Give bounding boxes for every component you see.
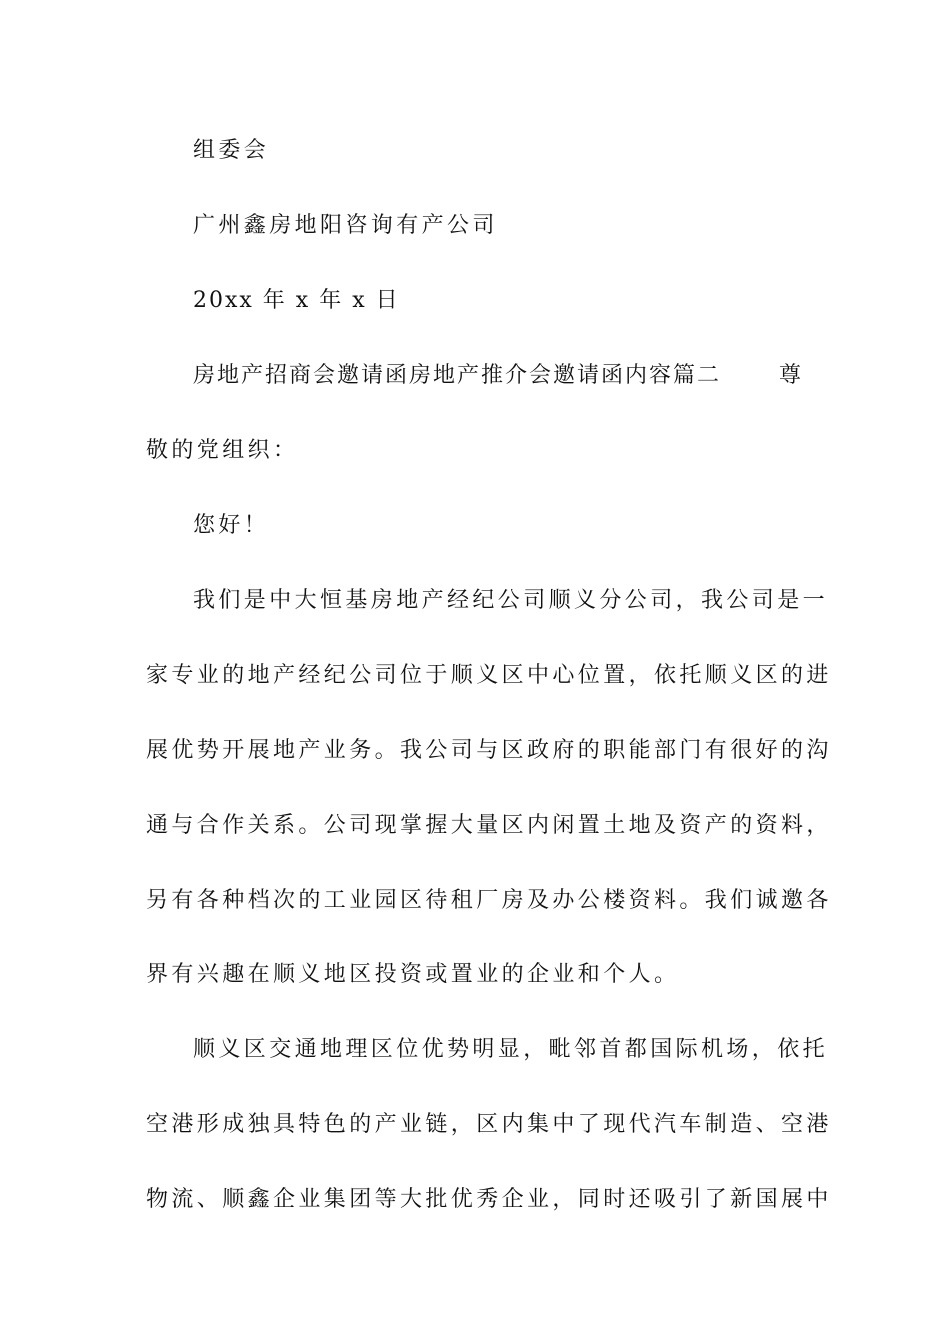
organizer-committee: 组委会 <box>193 138 270 163</box>
paragraph-line: 空港形成独具特色的产业链，区内集中了现代汽车制造、空港 <box>146 1112 832 1137</box>
paragraph-line: 我们是中大恒基房地产经纪公司顺义分公司，我公司是一 <box>193 588 829 613</box>
greeting: 您好！ <box>193 513 270 538</box>
paragraph-line: 展优势开展地产业务。我公司与区政府的职能部门有很好的沟 <box>146 738 832 763</box>
paragraph-line: 界有兴趣在顺义地区投资或置业的企业和个人。 <box>146 962 680 987</box>
paragraph-line: 通与合作关系。公司现掌握大量区内闲置土地及资产的资料， <box>146 813 832 838</box>
paragraph-line: 另有各种档次的工业园区待租厂房及办公楼资料。我们诚邀各 <box>146 888 832 913</box>
paragraph-line: 顺义区交通地理区位优势明显，毗邻首都国际机场，依托 <box>193 1037 829 1062</box>
paragraph-line: 家专业的地产经纪公司位于顺义区中心位置，依托顺义区的进 <box>146 663 832 688</box>
section-heading-text: 房地产招商会邀请函房地产推介会邀请函内容篇二 <box>193 363 722 388</box>
date-line: 20xx 年 x 年 x 日 <box>193 288 400 313</box>
paragraph-line: 物流、顺鑫企业集团等大批优秀企业，同时还吸引了新国展中 <box>146 1187 832 1212</box>
company-name: 广州鑫房地阳咨询有产公司 <box>193 213 498 238</box>
section-heading-tail: 尊 <box>778 363 803 388</box>
salutation: 敬的党组织： <box>146 438 299 463</box>
section-heading <box>193 361 803 391</box>
